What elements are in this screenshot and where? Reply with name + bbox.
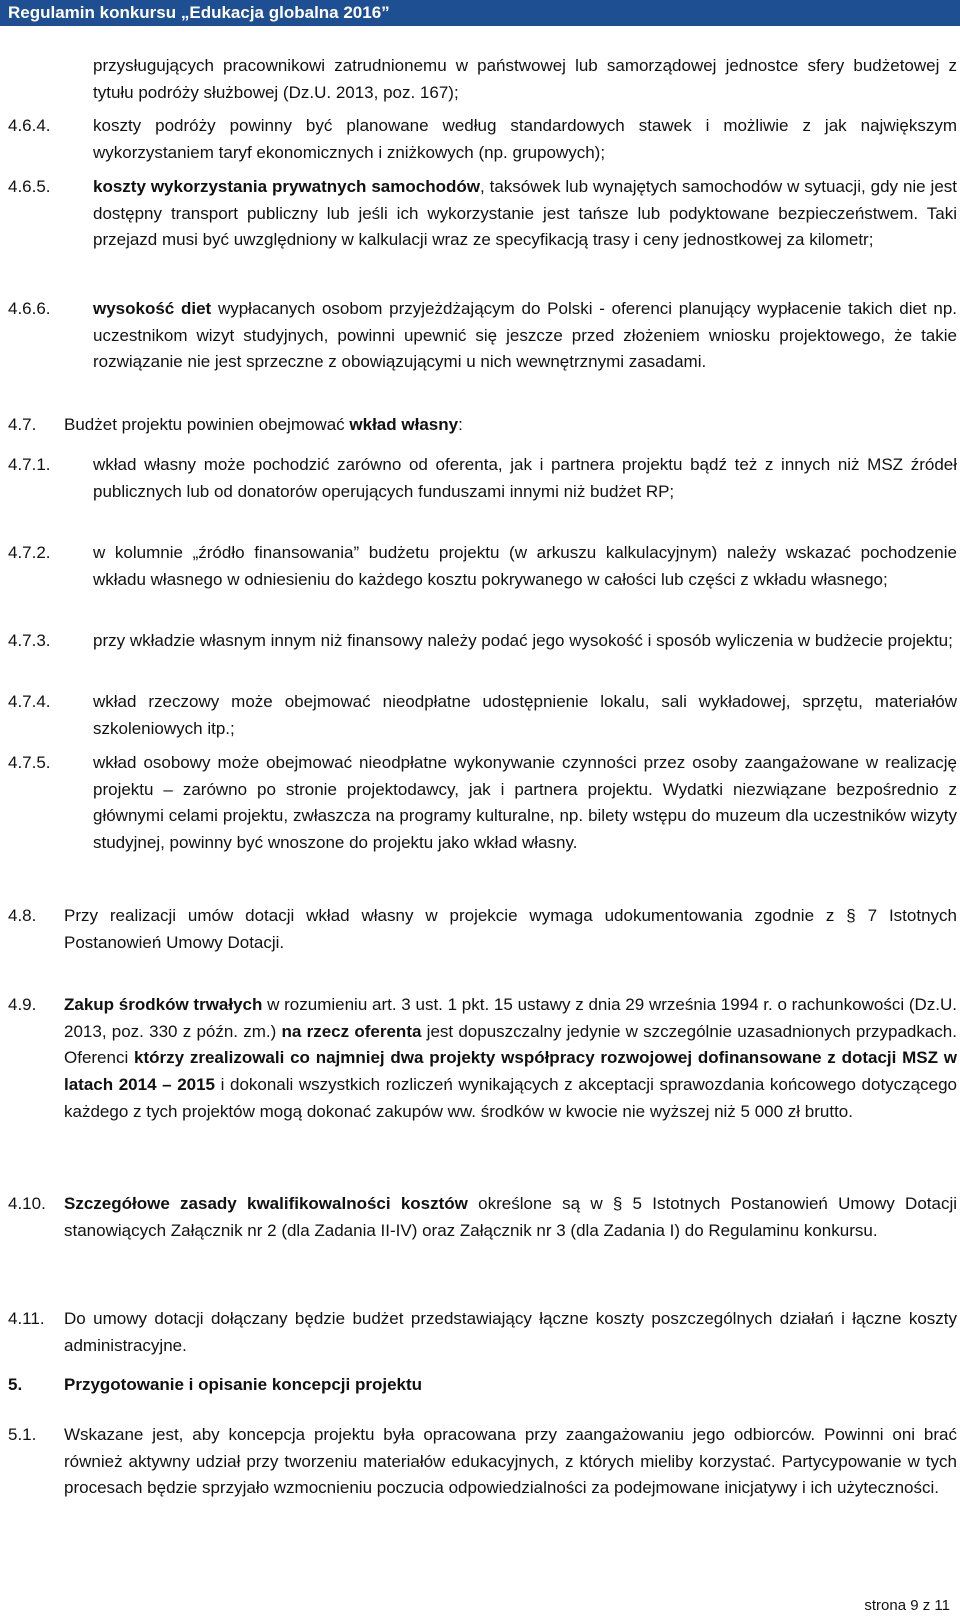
body-text: i dokonali wszystkich rozliczeń wynikających z akceptacji sprawozdania końcowego dotyczącego każdego z tych projektów mogą dokonać zakupów ww. środków w kwocie nie wyższej niż 5 000 zł brutto. [64,1075,957,1121]
body-text: : [458,415,463,434]
item-number: 4.6.6. [8,299,51,318]
body-text: jest dopuszczalny jedynie w szczególnie uzasadnionych przypadkach. Oferenci [64,1021,957,1068]
bold-text: wkład własny [349,415,459,434]
bold-text: Szczegółowe zasady kwalifikowalności kosztów [64,1194,468,1213]
bold-text: którzy zrealizowali co najmniej dwa projekty współpracy rozwojowej dofinansowane z dotacji MSZ w latach 2014 – 2015 [64,1048,957,1095]
item-number: 4.11. [8,1309,45,1328]
body-text: w rozumieniu art. 3 ust. 1 pkt. 15 ustawy z dnia 29 września 1994 r. o rachunkowości (Dz.U. 2013, poz. 330 z późn. zm.) [64,995,957,1041]
page-number: strona 9 z 11 [864,1597,950,1614]
paragraph-text [93,296,957,376]
paragraph-text: Do umowy dotacji dołączany będzie budżet przedstawiający łączne koszty poszczególnych działań i łączne koszty administracyjne. [64,1309,957,1355]
item-number: 5. [8,1375,23,1394]
item-number: 4.7.5. [8,753,51,772]
paragraph-text: wkład osobowy może obejmować nieodpłatne wykonywanie czynności przez osoby zaangażowane w realizację projektu – zarówno po stronie projektodawcy, jak i partnera projektu. Wydatki niezwiązane bezpośrednio z głównymi celami projektu, zwłaszcza na programy kulturalne, np. bilety wstępu do muzeum dla uczestników wizyty studyjnej, powinny być wnoszone do projektu jako wkład własny. [93,753,957,853]
bold-text: na rzecz oferenta [281,1021,422,1041]
item-number: 5.1. [8,1425,37,1444]
bold-text: koszty wykorzystania prywatnych samochodów [93,177,480,196]
paragraph-text [64,1191,957,1244]
body-text: , taksówek lub wynajętych samochodów w sytuacji, gdy nie jest dostępny transport publiczny lub jeśli ich wykorzystanie jest tańsze lub podyktowane bezpieczeństwem. Taki przejazd musi być uwzględniony w kalkulacji wraz ze specyfikacją trasy i ceny jednostkowej za kilometr; [93,177,957,250]
item-number: 4.10. [8,1194,46,1213]
item-number: 4.9. [8,995,37,1014]
paragraph-text: wkład własny może pochodzić zarówno od oferenta, jak i partnera projektu bądź też z innych niż MSZ źródeł publicznych lub od donatorów operujących funduszami innymi niż budżet RP; [93,455,957,501]
item-number: 4.7. [8,415,37,434]
item-number: 4.6.5. [8,177,51,196]
paragraph-text [64,412,957,439]
paragraph-text: Przy realizacji umów dotacji wkład własny w projekcie wymaga udokumentowania zgodnie z § 7 Istotnych Postanowień Umowy Dotacji. [64,906,957,952]
heading-text: Przygotowanie i opisanie koncepcji projektu [64,1375,423,1394]
body-text: określone są w § 5 Istotnych Postanowień Umowy Dotacji stanowiących Załącznik nr 2 (dla Zadania II-IV) oraz Załącznik nr 3 (dla Zadania I) do Regulaminu konkursu. [64,1194,958,1240]
item-number: 4.7.3. [8,631,51,650]
header-bar [0,0,960,26]
paragraph-text: koszty podróży powinny być planowane według standardowych stawek i możliwie z jak największym wykorzystaniem taryf ekonomicznych i zniżkowych (np. grupowych); [93,116,957,162]
paragraph-text: Wskazane jest, aby koncepcja projektu była opracowana przy zaangażowaniu jego odbiorców. Powinni oni brać również aktywny udział przy tworzeniu materiałów edukacyjnych, z których mieliby korzystać. Partycypowanie w tych procesach będzie sprzyjało wzmocnieniu poczucia odpowiedzialności za podejmowane inicjatywy i ich użyteczności. [64,1425,957,1498]
body-text: wypłacanych osobom przyjeżdżającym do Polski - oferenci planujący wypłacenie takich diet np. uczestnikom wizyt studyjnych, powinni upewnić się jeszcze przed złożeniem wniosku projektowego, że takie rozwiązanie nie jest sprzeczne z obowiązującymi u nich wewnętrznymi zasadami. [93,299,957,372]
paragraph-text [64,992,957,1126]
item-number: 4.7.1. [8,455,51,474]
paragraph-text [93,174,957,254]
bold-text: wysokość [93,299,175,318]
paragraph-text: przy wkładzie własnym innym niż finansowy należy podać jego wysokość i sposób wyliczenia w budżecie projektu; [93,631,953,650]
bold-text: diet [180,299,212,318]
item-number: 4.8. [8,906,37,925]
item-number: 4.6.4. [8,116,51,135]
body-text: Budżet projektu powinien obejmować [64,415,345,434]
paragraph-text: przysługujących pracownikowi zatrudnionemu w państwowej lub samorządowej jednostce sfery budżetowej z tytułu podróży służbowej (Dz.U. 2013, poz. 167); [93,56,957,102]
paragraph-text: w kolumnie „źródło finansowania” budżetu projektu (w arkuszu kalkulacyjnym) należy wskazać pochodzenie wkładu własnego w odniesieniu do każdego kosztu pokrywanego w całości lub części z wkładu własnego; [93,543,957,589]
item-number: 4.7.2. [8,543,51,562]
paragraph-text: wkład rzeczowy może obejmować nieodpłatne udostępnienie lokalu, sali wykładowej, sprzętu, materiałów szkoleniowych itp.; [93,692,957,738]
bold-text: Zakup środków trwałych [64,995,263,1014]
item-number: 4.7.4. [8,692,51,711]
header-title: Regulamin konkursu „Edukacja globalna 2016” [8,3,390,22]
